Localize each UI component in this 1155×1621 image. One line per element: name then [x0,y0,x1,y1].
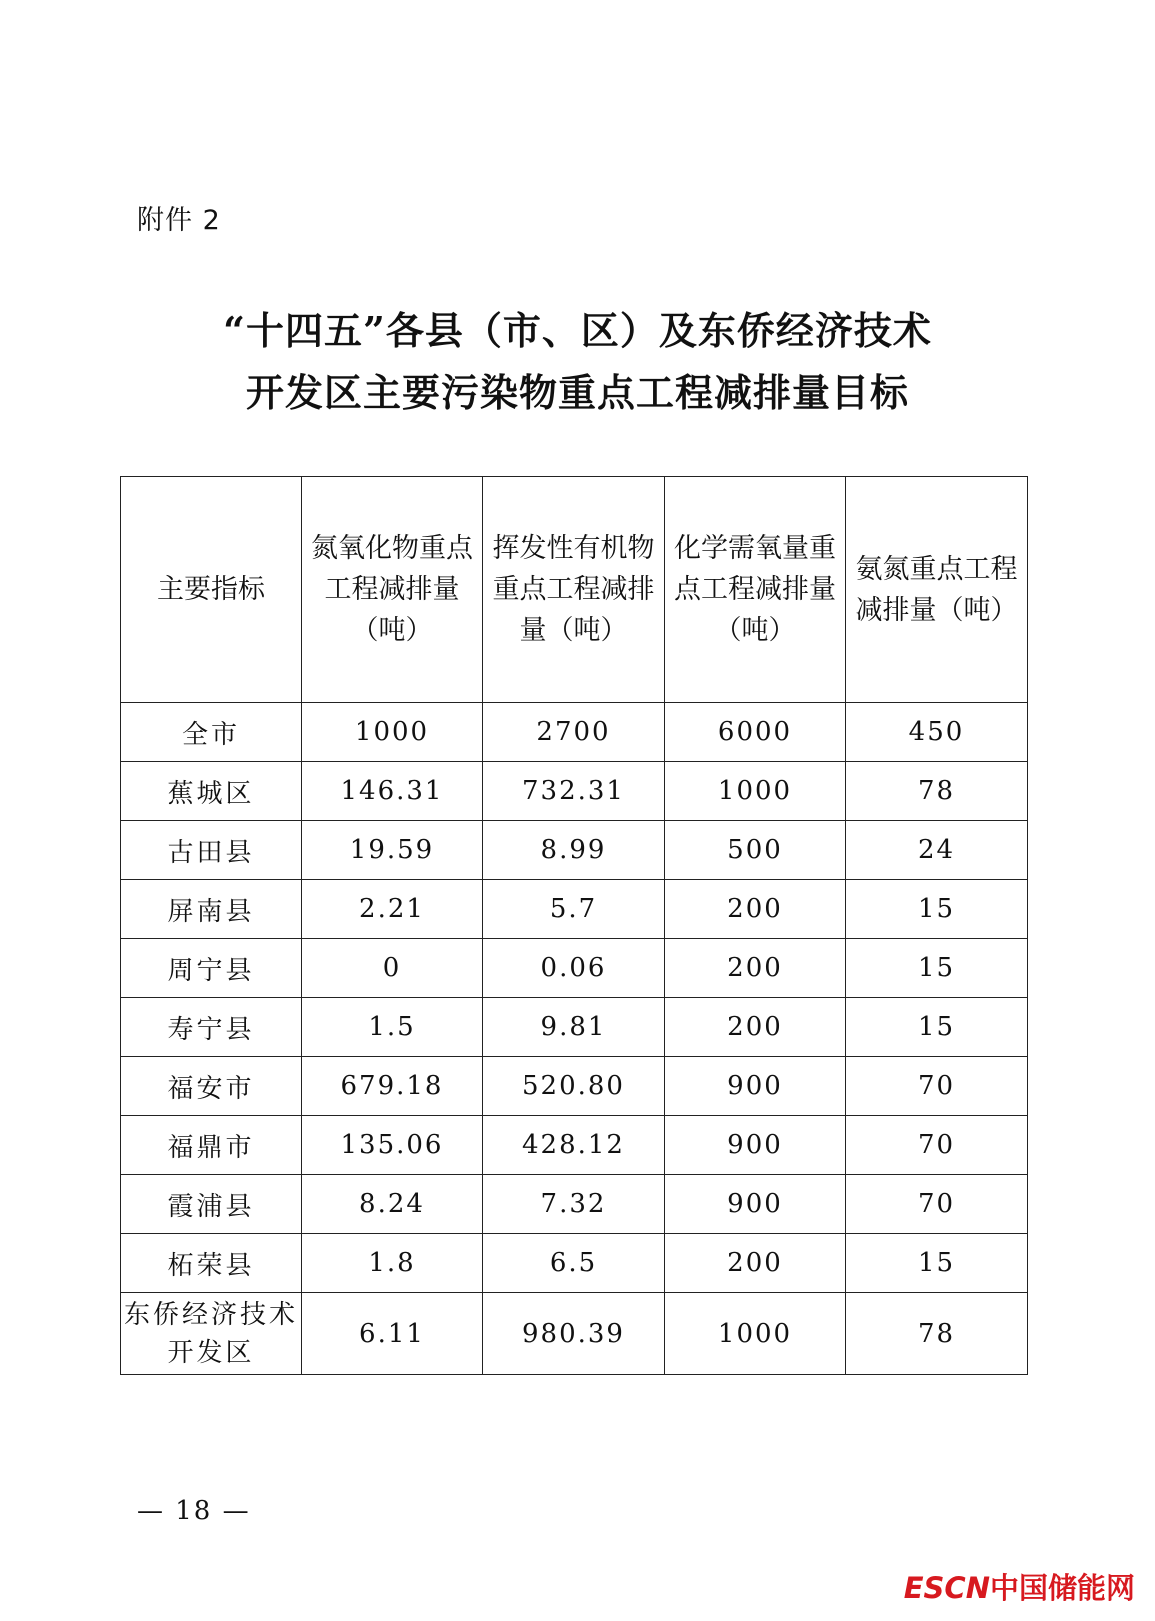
header-cod: 化学需氧量重点工程减排量（吨） [665,477,846,703]
watermark-chinese: 中国储能网 [989,1571,1135,1605]
cell-ammonia: 15 [846,939,1028,998]
row-name: 寿宁县 [121,998,302,1057]
cell-cod: 900 [665,1175,846,1234]
table-row [121,1057,1028,1116]
cell-voc: 2700 [483,703,665,762]
document-title [0,300,1155,424]
table-row [121,703,1028,762]
row-name: 全市 [121,703,302,762]
cell-nox: 146.31 [302,762,483,821]
cell-ammonia: 15 [846,998,1028,1057]
cell-nox: 2.21 [302,880,483,939]
table-row [121,939,1028,998]
row-name: 福安市 [121,1057,302,1116]
header-nox: 氮氧化物重点工程减排量（吨） [302,477,483,703]
cell-ammonia: 70 [846,1057,1028,1116]
cell-voc: 9.81 [483,998,665,1057]
cell-nox: 19.59 [302,821,483,880]
cell-ammonia: 15 [846,1234,1028,1293]
row-name: 福鼎市 [121,1116,302,1175]
cell-voc: 8.99 [483,821,665,880]
row-name: 周宁县 [121,939,302,998]
table-row [121,1175,1028,1234]
cell-cod: 1000 [665,762,846,821]
cell-ammonia: 450 [846,703,1028,762]
row-name: 东侨经济技术开发区 [121,1293,302,1375]
table-header-row [121,477,1028,703]
cell-cod: 200 [665,939,846,998]
title-line-2: 开发区主要污染物重点工程减排量目标 [245,370,909,415]
table-row [121,821,1028,880]
table-row [121,998,1028,1057]
cell-nox: 679.18 [302,1057,483,1116]
attachment-label: 附件 2 [137,205,221,236]
escn-watermark-logo [904,1566,1135,1607]
row-name: 古田县 [121,821,302,880]
emission-reduction-table [120,476,1028,1375]
cell-nox: 6.11 [302,1293,483,1375]
header-ammonia: 氨氮重点工程减排量（吨） [846,477,1028,703]
table-row [121,1116,1028,1175]
cell-nox: 1.8 [302,1234,483,1293]
cell-voc: 5.7 [483,880,665,939]
cell-voc: 6.5 [483,1234,665,1293]
title-line-1: “十四五”各县（市、区）及东侨经济技术 [223,308,932,353]
cell-nox: 8.24 [302,1175,483,1234]
cell-cod: 900 [665,1116,846,1175]
row-name: 蕉城区 [121,762,302,821]
header-voc: 挥发性有机物重点工程减排量（吨） [483,477,665,703]
cell-cod: 200 [665,1234,846,1293]
cell-cod: 200 [665,998,846,1057]
watermark-latin: ESCN [903,1571,990,1605]
table-row [121,880,1028,939]
cell-voc: 428.12 [483,1116,665,1175]
cell-voc: 520.80 [483,1057,665,1116]
cell-ammonia: 78 [846,1293,1028,1375]
table-row [121,762,1028,821]
cell-nox: 135.06 [302,1116,483,1175]
cell-cod: 200 [665,880,846,939]
row-name: 霞浦县 [121,1175,302,1234]
table-row [121,1234,1028,1293]
cell-cod: 6000 [665,703,846,762]
cell-voc: 980.39 [483,1293,665,1375]
cell-voc: 732.31 [483,762,665,821]
header-main-indicator: 主要指标 [121,477,302,703]
page-number: — 18 — [137,1496,251,1526]
table-row [121,1293,1028,1375]
cell-ammonia: 70 [846,1116,1028,1175]
cell-cod: 1000 [665,1293,846,1375]
cell-cod: 500 [665,821,846,880]
cell-nox: 1000 [302,703,483,762]
cell-ammonia: 78 [846,762,1028,821]
cell-ammonia: 24 [846,821,1028,880]
cell-nox: 0 [302,939,483,998]
cell-ammonia: 70 [846,1175,1028,1234]
row-name: 屏南县 [121,880,302,939]
cell-voc: 0.06 [483,939,665,998]
cell-voc: 7.32 [483,1175,665,1234]
cell-ammonia: 15 [846,880,1028,939]
cell-nox: 1.5 [302,998,483,1057]
cell-cod: 900 [665,1057,846,1116]
row-name: 柘荣县 [121,1234,302,1293]
